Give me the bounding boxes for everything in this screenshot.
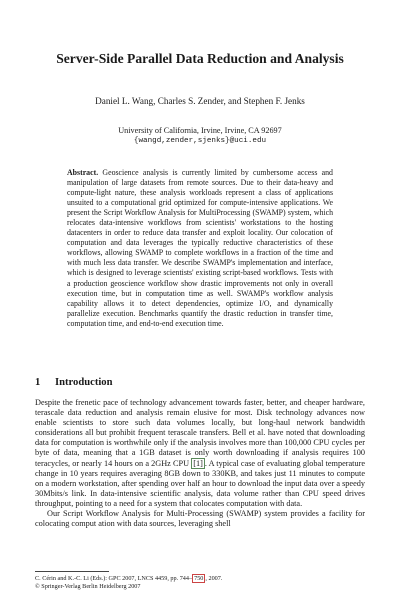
footnote-rule — [35, 571, 109, 572]
abstract-text: Geoscience analysis is currently limited by cumbersome access and manipulation of large datasets from remote sources. Due to their data-heavy and compute-light nature, these analysis workloads represent a class of applications unsuited to a computational grid optimized for compute-intensive applications. We present the Script Workflow Analysis for MultiProcessing (SWAMP) system, which relocates data-intensive workflows from scientists' workstations to the hosting datacenters in order to reduce data transfer and exploit locality. Our colocation of computation and data leverages the typically reductive characteristics of these workflows, allowing SWAMP to complete workflows in a fraction of the time and with much less data transfer. We describe SWAMP's implementation and interface, which is designed to leverage scientists' existing script-based workflows. Tests with a production geoscience workflow show drastic improvements not only in overall execution time, but in computation time as well. SWAMP's workflow analysis capability allows it to detect dependencies, optimize I/O, and dynamically parallelize execution. Benchmarks quantify the drastic reduction in transfer time, computation time, and end-to-end execution time. — [67, 168, 333, 328]
paragraph-2: Our Script Workflow Analysis for Multi-Processing (SWAMP) system provides a facility for colocating comput ation with data sources, leveraging shell — [35, 509, 365, 529]
abstract — [67, 168, 333, 329]
paragraph-1 — [35, 398, 365, 509]
author-list: Daniel L. Wang, Charles S. Zender, and Stephen F. Jenks — [95, 96, 305, 106]
citation-link[interactable]: [1] — [193, 458, 203, 468]
page-range-link[interactable]: 750 — [194, 575, 204, 582]
affiliation: University of California, Irvine, Irvine, CA 92697 — [118, 126, 282, 135]
copyright-line: © Springer-Verlag Berlin Heidelberg 2007 — [35, 582, 141, 590]
publication-info-text: C. Cérin and K.-C. Li (Eds.): GPC 2007, LNCS 4459, pp. 744– — [35, 575, 193, 582]
paragraph-1-text-b: . A typical case of evaluating global temperature change in 10 years requires averaging 8GB down to 330KB, and takes just 11 minutes to compute on a modern workstation, after spending over half an hour to download the input data over a speedy 30Mbits/s link. In data-intensive scientific analysis, data volume rather than CPU speed drives throughput, pointing to a need for a system that colocates computation with data. — [35, 458, 365, 508]
author-emails: {wangd,zender,sjenks}@uci.edu — [133, 137, 267, 146]
publication-footer — [35, 575, 365, 590]
abstract-label: Abstract. — [67, 168, 99, 177]
paragraph-1-text-a: Despite the frenetic pace of technology advancement towards faster, better, and cheaper hardware, terascale data reduction and analysis remain elusive for most. Disk technology advances now enable scientists to store such data volumes locally, but long-haul network bandwidth considerations all but prohibit frequent terascale transfers. Bell et al. have noted that downloading data for computation is worthwhile only if the analysis involves more than 100,000 CPU cycles per byte of data, meaning that a 1GB dataset is only worth downloading if analysis requires 100 teracycles, or nearly 14 hours on a 2GHz CPU — [35, 398, 365, 468]
section-title: Introduction — [55, 377, 113, 388]
paper-title: Server-Side Parallel Data Reduction and Analysis — [56, 51, 344, 66]
section-heading — [35, 377, 113, 389]
section-body — [35, 398, 365, 529]
affiliation-block — [40, 126, 360, 147]
publication-info — [35, 575, 365, 583]
section-number: 1 — [35, 377, 41, 388]
publication-info-year: , 2007. — [205, 575, 223, 582]
